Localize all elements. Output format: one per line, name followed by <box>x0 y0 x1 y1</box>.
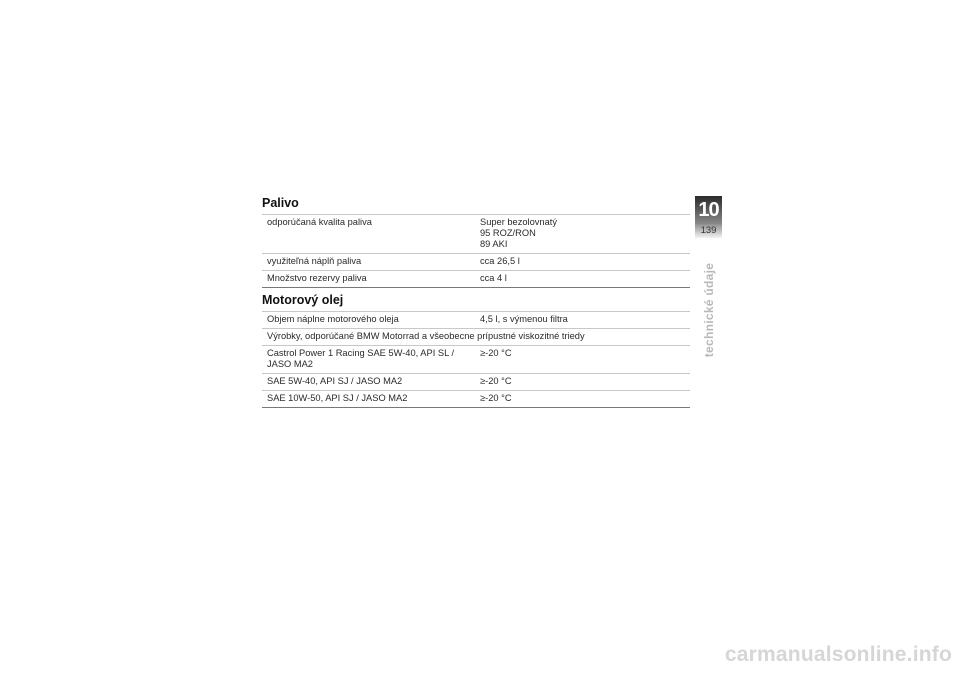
table-row <box>262 214 690 254</box>
table-row-full <box>262 329 690 346</box>
watermark: carmanualsonline.info <box>724 643 952 666</box>
row-label: odporúčaná kvalita paliva <box>267 217 372 227</box>
section-title-motorovy-olej: Motorový olej <box>262 293 344 307</box>
row-full-text: Výrobky, odporúčané BMW Motorrad a všeobecne prípustné viskozitné triedy <box>267 331 585 341</box>
value-line: cca 26,5 l <box>480 256 520 266</box>
row-label: Objem náplne motorového oleja <box>267 314 399 324</box>
chapter-number: 10 <box>695 196 722 224</box>
page-number: 139 <box>695 224 722 238</box>
section-title-palivo: Palivo <box>262 196 299 210</box>
row-value <box>480 217 690 250</box>
table-row <box>262 346 690 374</box>
table-row <box>262 391 690 408</box>
chapter-label: technické údaje <box>702 262 716 358</box>
value-line: 95 ROZ/RON <box>480 228 536 238</box>
value-line: cca 4 l <box>480 273 507 283</box>
row-label <box>267 348 472 370</box>
row-label: Množstvo rezervy paliva <box>267 273 367 283</box>
row-value: 4,5 l, s výmenou filtra <box>480 314 568 324</box>
row-value: ≥-20 °C <box>480 393 512 403</box>
label-line: Castrol Power 1 Racing SAE 5W-40, API SL / <box>267 348 455 358</box>
row-label: SAE 10W-50, API SJ / JASO MA2 <box>267 393 408 403</box>
table-row <box>262 271 690 288</box>
row-value: ≥-20 °C <box>480 348 512 358</box>
row-value: ≥-20 °C <box>480 376 512 386</box>
row-value <box>480 256 690 267</box>
label-line: JASO MA2 <box>267 359 313 369</box>
value-line: 89 AKI <box>480 239 508 249</box>
value-line: Super bezolovnatý <box>480 217 558 227</box>
row-value <box>480 273 690 284</box>
fuel-table <box>262 214 690 288</box>
row-label: SAE 5W-40, API SJ / JASO MA2 <box>267 376 403 386</box>
table-row <box>262 311 690 329</box>
table-row <box>262 374 690 391</box>
table-row <box>262 254 690 271</box>
oil-table <box>262 311 690 408</box>
row-label: využiteľná náplň paliva <box>267 256 362 266</box>
